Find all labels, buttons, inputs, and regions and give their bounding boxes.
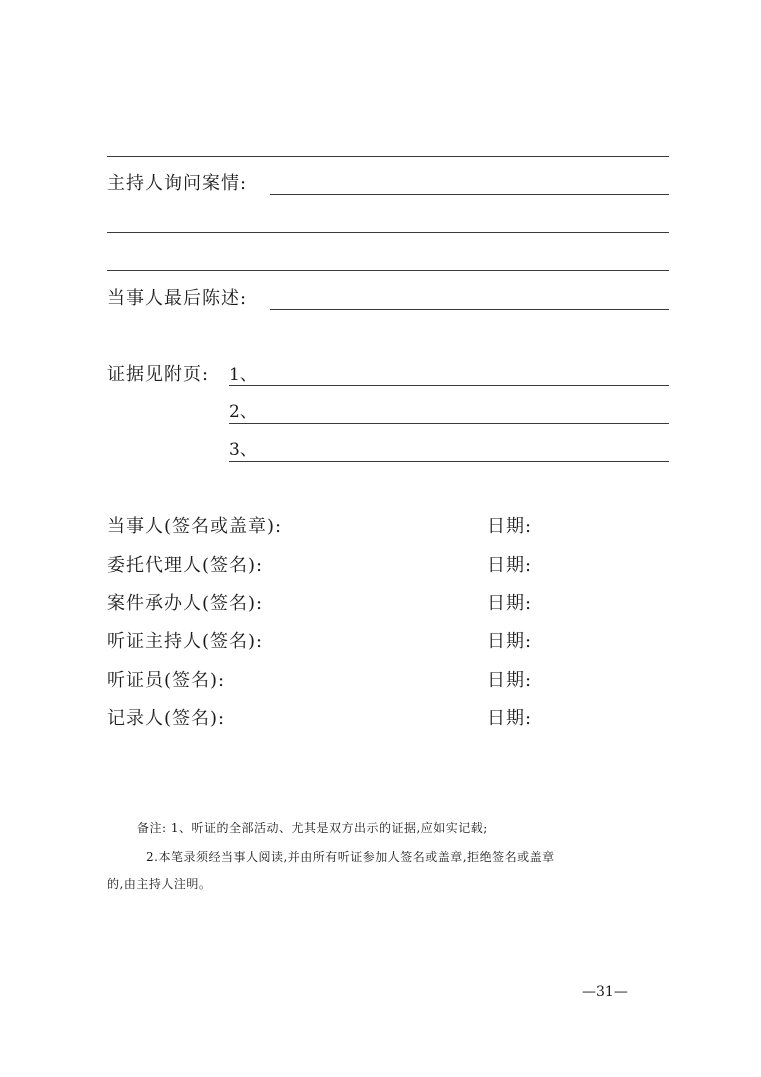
evidence-item-number: 2、 [229,402,257,422]
signature-date-label: 日期: [487,593,533,614]
signature-date-label: 日期: [487,631,533,652]
final-statement-label: 当事人最后陈述: [107,288,248,309]
evidence-item-number: 1、 [229,365,257,385]
signature-date-label: 日期: [487,555,533,576]
note-line: 备注: 1、听证的全部活动、尤其是双方出示的证据,应如实记载; [137,821,488,835]
evidence-item-line [229,385,669,386]
inquiry-label: 主持人询问案情: [107,173,248,194]
signature-role: 听证员(签名): [107,670,226,691]
evidence-item-line [229,423,669,424]
page-number: —31— [582,984,628,1000]
note-line: 2.本笔录须经当事人阅读,并由所有听证参加人签名或盖章,拒绝签名或盖章 [146,850,555,864]
signature-date-label: 日期: [487,708,533,729]
signature-role: 听证主持人(签名): [107,631,264,652]
blank-line [107,270,669,271]
evidence-item-number: 3、 [229,440,257,460]
signature-role: 记录人(签名): [107,708,226,729]
final-statement-line [270,309,669,310]
signature-date-label: 日期: [487,670,533,691]
signature-role: 当事人(签名或盖章): [107,516,283,537]
signature-role: 案件承办人(签名): [107,593,264,614]
signature-date-label: 日期: [487,516,533,537]
inquiry-answer-line [270,194,669,195]
blank-line [107,232,669,233]
signature-role: 委托代理人(签名): [107,555,264,576]
note-line: 的,由主持人注明。 [107,877,212,891]
evidence-label: 证据见附页: [107,364,210,385]
blank-line [107,156,669,157]
evidence-item-line [229,461,669,462]
